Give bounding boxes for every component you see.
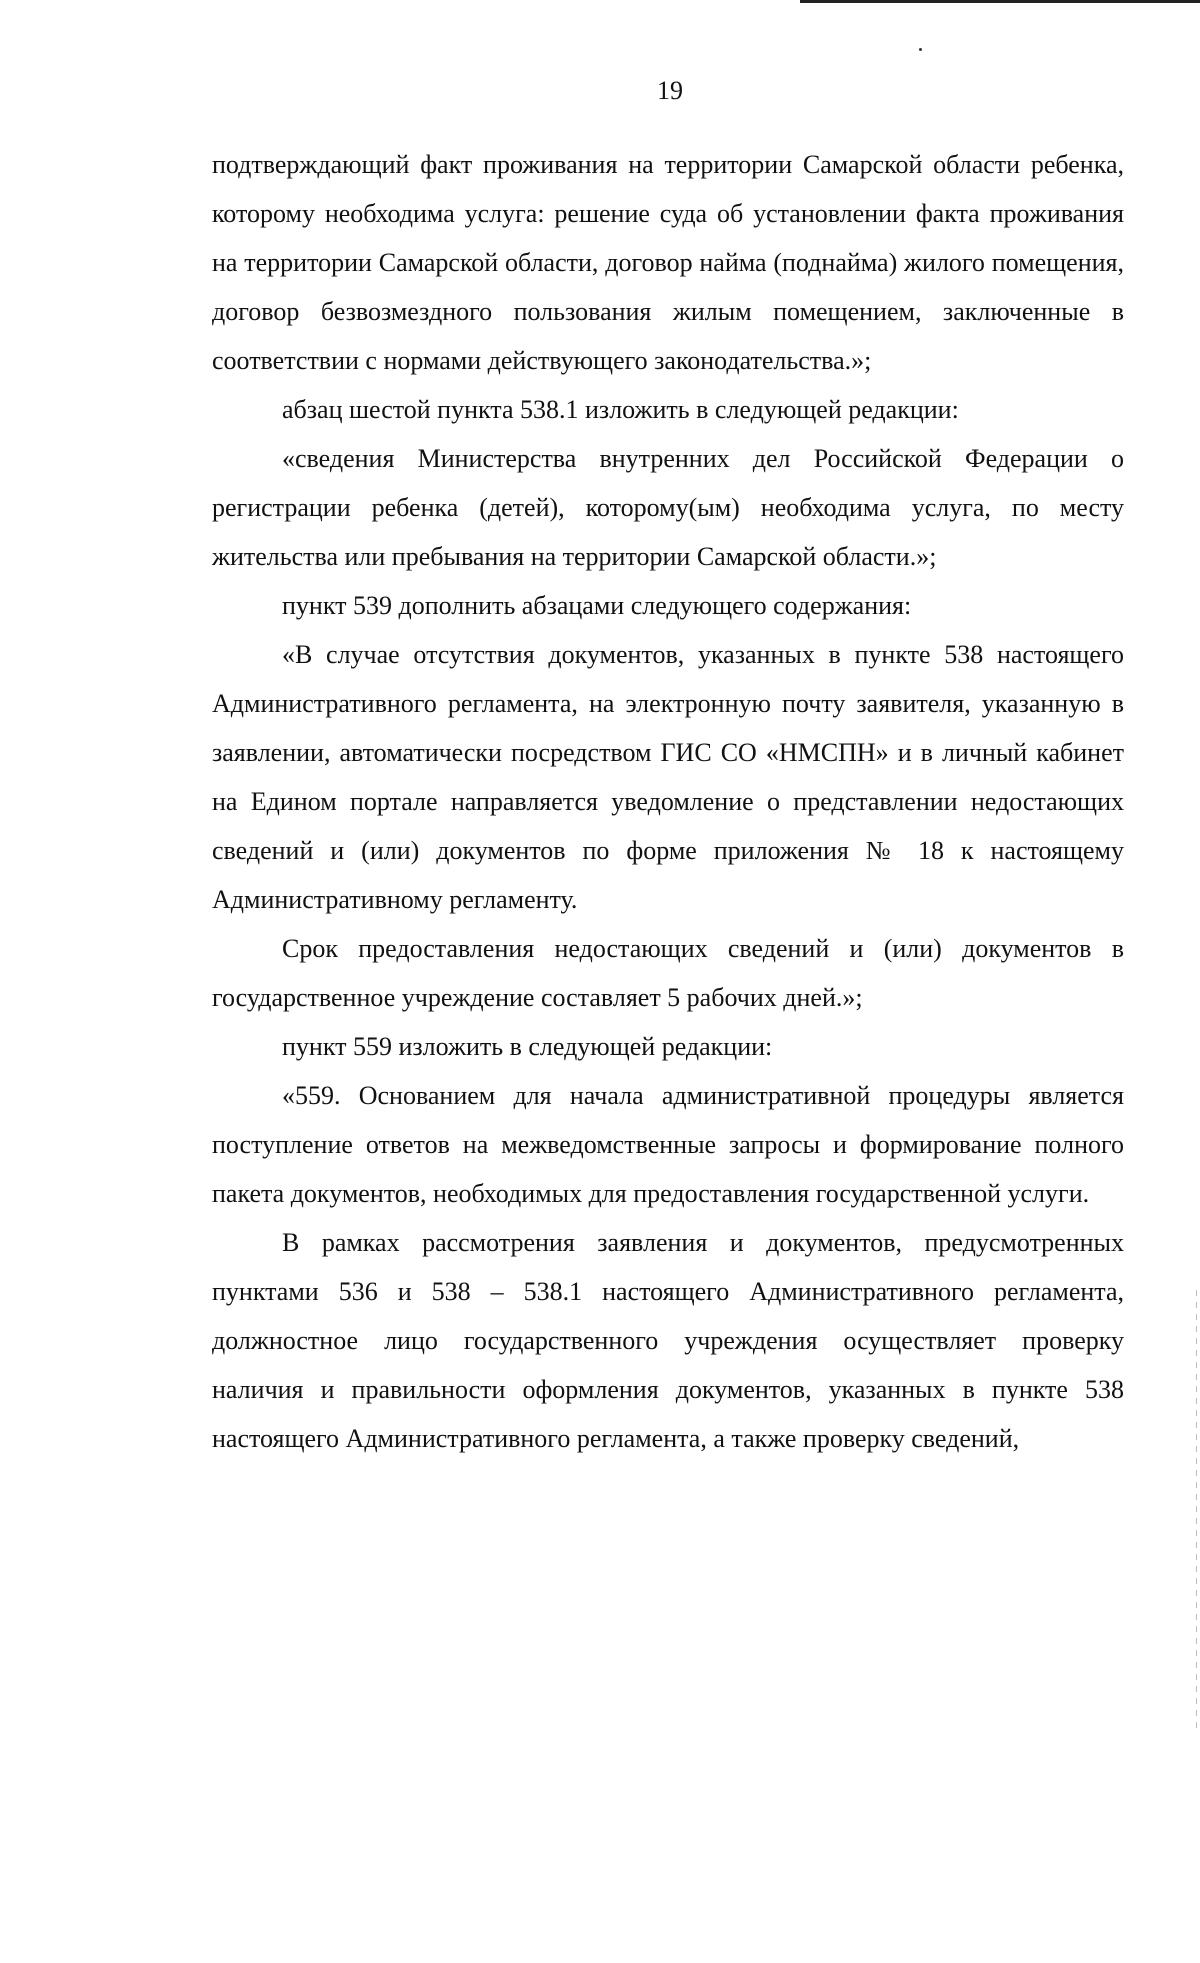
paragraph-8: «559. Основанием для начала административной процедуры является поступление ответов на межведомственные запросы и формирование полного пакета документов, необходимых для предоставления государственной услуги. [212,1081,1124,1208]
paragraph-2: абзац шестой пункта 538.1 изложить в следующей редакции: [282,395,959,424]
document-body [212,140,1124,1463]
scan-speck [919,48,922,51]
paragraph-5: «В случае отсутствия документов, указанных в пункте 538 настоящего Административного регламента, на электронную почту заявителя, указанную в заявлении, автоматически посредством ГИС СО «НМСПН» и в личный кабинет на Едином портале направляется уведомление о представлении недостающих сведений и (или) документов по форме приложения № 18 к настоящему Административному регламенту. [212,640,1124,914]
paragraph-3: «сведения Министерства внутренних дел Российской Федерации о регистрации ребенка (детей), которому(ым) необходима услуга, по месту жительства или пребывания на территории Самарской области.»; [212,444,1124,571]
paragraph-7: пункт 559 изложить в следующей редакции: [282,1032,773,1061]
paragraph-6: Срок предоставления недостающих сведений и (или) документов в государственное учреждение составляет 5 рабочих дней.»; [212,934,1124,1012]
paragraph-9: В рамках рассмотрения заявления и документов, предусмотренных пунктами 536 и 538 – 538.1 настоящего Административного регламента, должностное лицо государственного учреждения осуществляет проверку наличия и правильности оформления документов, указанных в пункте 538 настоящего Административного регламента, а также проверку сведений, [212,1228,1124,1453]
paragraph-1: подтверждающий факт проживания на территории Самарской области ребенка, которому необходима услуга: решение суда об установлении факта проживания на территории Самарской области, договор найма (поднайма) жилого помещения, договор безвозмездного пользования жилым помещением, заключенные в соответствии с нормами действующего законодательства.»; [212,150,1124,375]
scan-top-edge-line [800,0,1200,3]
paragraph-4: пункт 539 дополнить абзацами следующего содержания: [282,591,912,620]
page-number: 19 [657,76,683,105]
scan-right-edge-line [1196,1290,1197,1730]
